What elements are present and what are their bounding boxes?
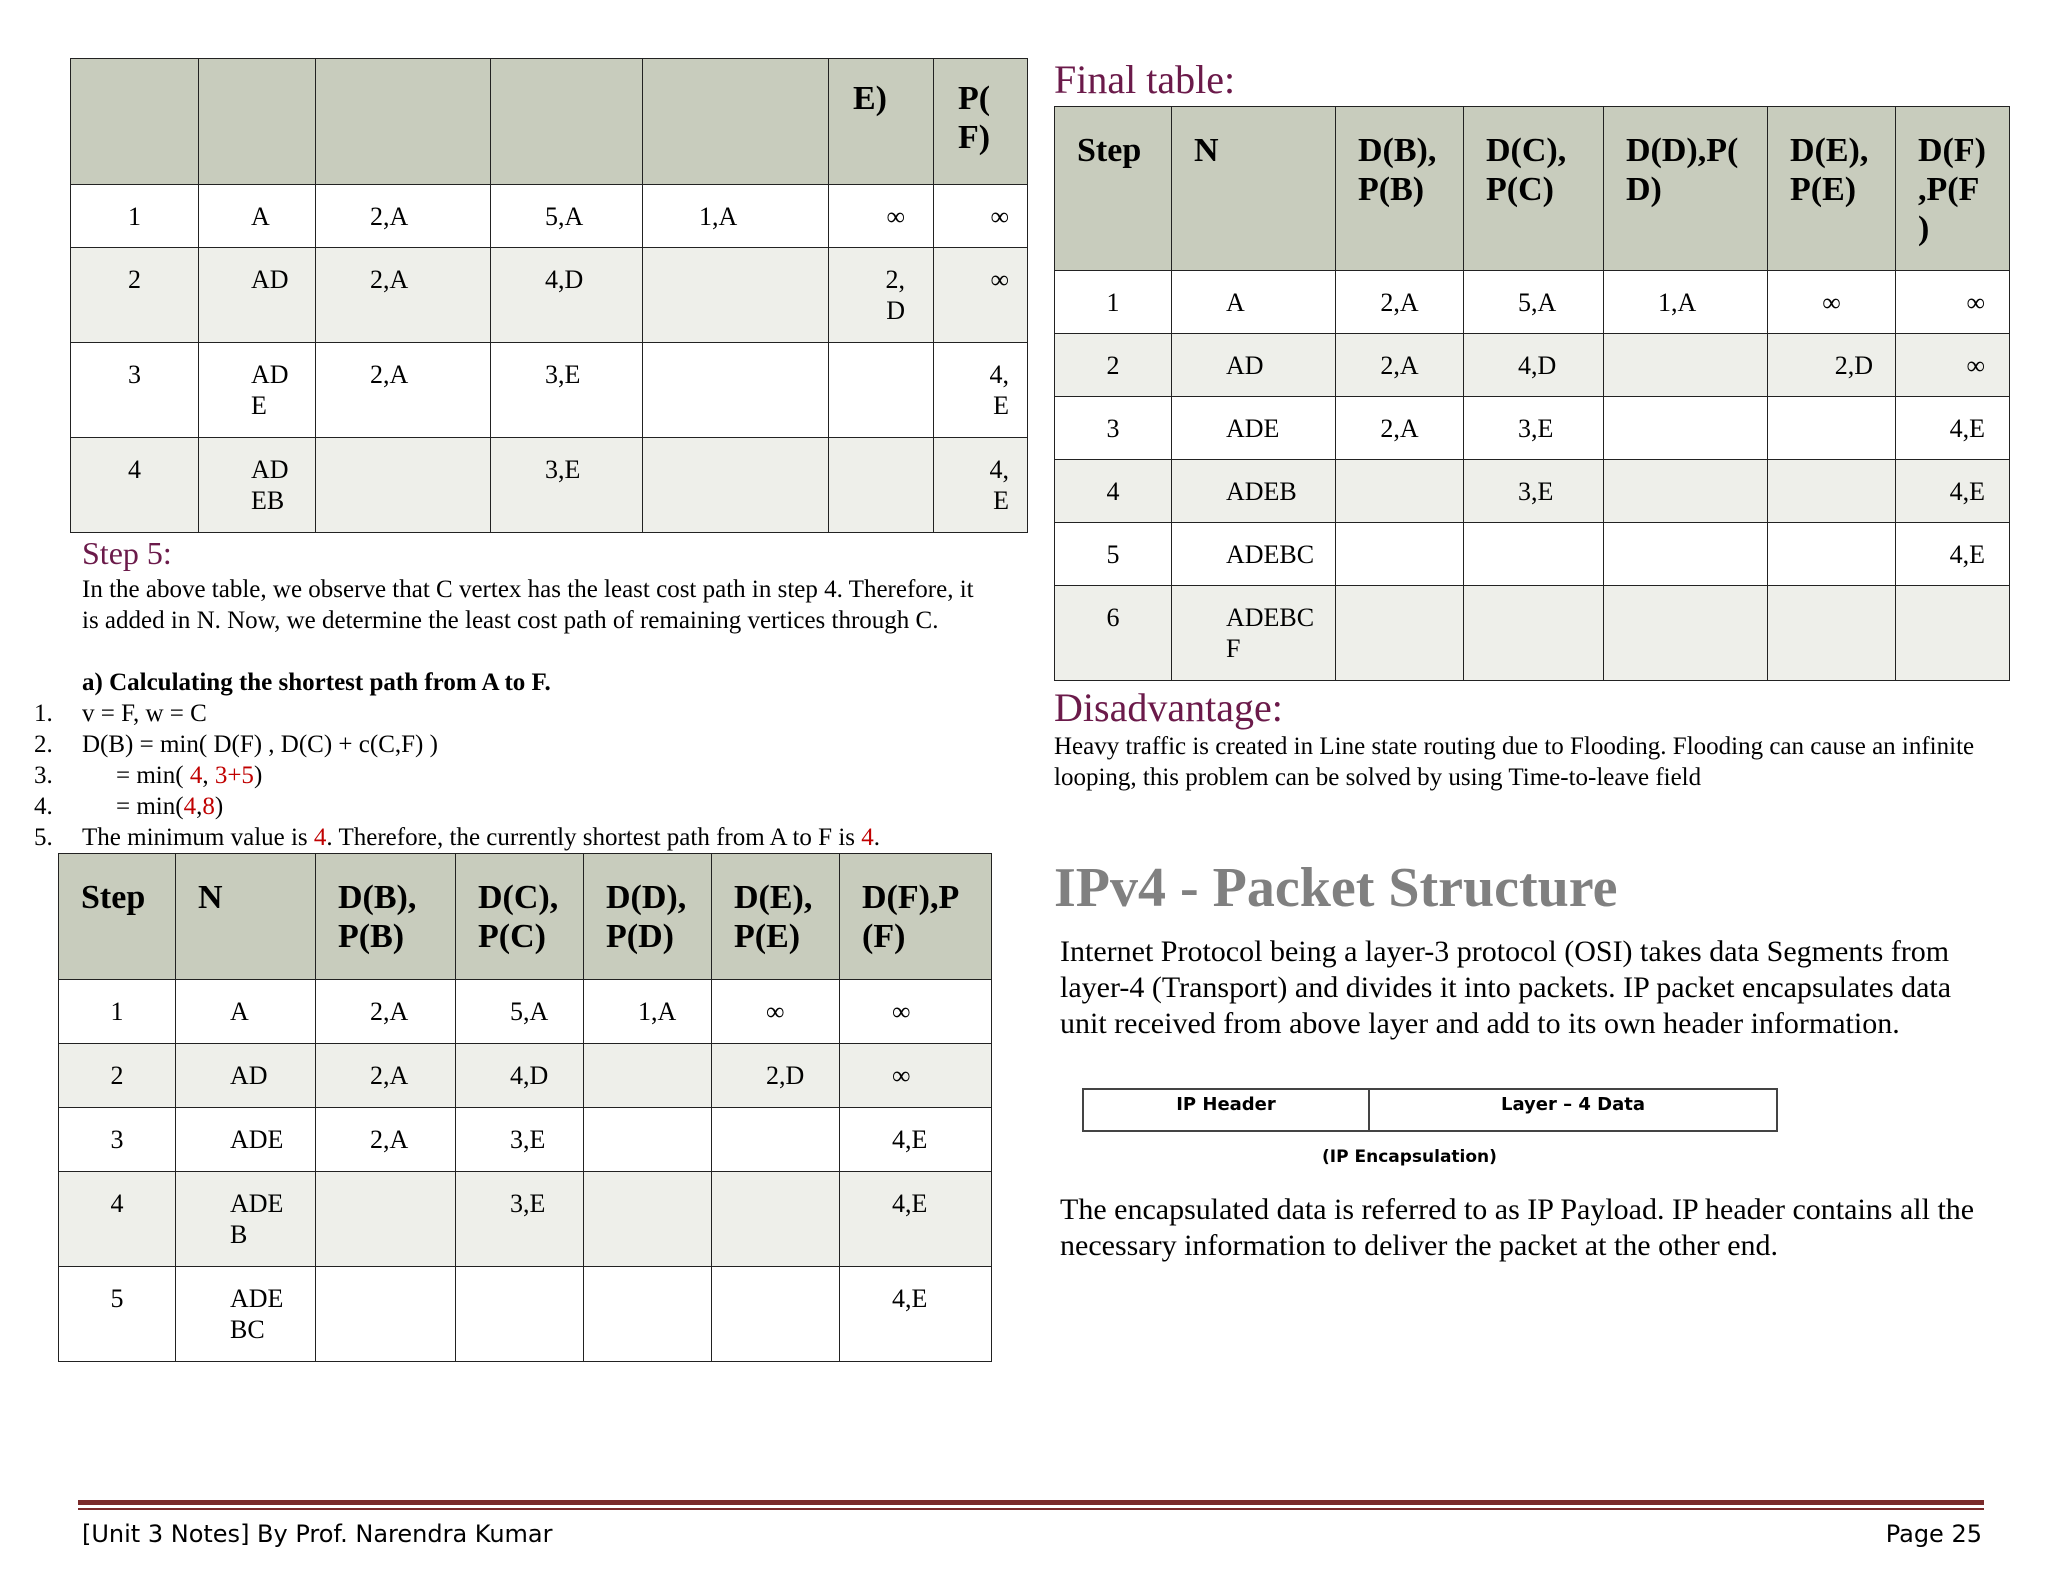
table-cell: 4,D xyxy=(1464,334,1604,397)
table-cell: A xyxy=(1172,271,1336,334)
table-cell xyxy=(1768,523,1896,586)
table-cell: 4,D xyxy=(491,248,643,343)
table-cell: AD xyxy=(1172,334,1336,397)
table-cell: 2,D xyxy=(1768,334,1896,397)
footer-rule-thin xyxy=(78,1508,1984,1510)
table-row xyxy=(1055,334,2010,397)
list-item: 5. The minimum value is 4. Therefore, the currently shortest path from A to F is 4. xyxy=(34,824,881,851)
table-cell xyxy=(316,1267,456,1362)
table-row xyxy=(71,438,1028,533)
table-cell: 4,D xyxy=(456,1044,584,1108)
ip-header-box: IP Header xyxy=(1084,1090,1370,1130)
table-cell: 5,A xyxy=(456,980,584,1044)
step5-heading: Step 5: xyxy=(82,535,172,571)
table-row xyxy=(71,185,1028,248)
table-cell: AD xyxy=(176,1044,316,1108)
table-cell xyxy=(1768,586,1896,681)
table-cell: 6 xyxy=(1055,586,1172,681)
table-row xyxy=(59,980,992,1044)
ipv4-paragraph-2: The encapsulated data is referred to as IP Payload. IP header contains all the necessary information to deliver the packet at the other end. xyxy=(1060,1193,1975,1262)
table-row xyxy=(1055,586,2010,681)
table-cell: 1 xyxy=(71,185,199,248)
table-cell: ADEBC F xyxy=(1172,586,1336,681)
table-cell: ∞ xyxy=(840,1044,992,1108)
table-cell: 2 xyxy=(59,1044,176,1108)
table-cell xyxy=(1896,586,2010,681)
table-cell: ADE B xyxy=(176,1172,316,1267)
table-cell: 3,E xyxy=(1464,460,1604,523)
table-cell: ∞ xyxy=(1896,334,2010,397)
table-cell: ∞ xyxy=(934,185,1028,248)
footer-left: [Unit 3 Notes] By Prof. Narendra Kumar xyxy=(82,1520,553,1548)
table-cell: 3,E xyxy=(491,438,643,533)
table-cell: 1,A xyxy=(643,185,829,248)
table-cell xyxy=(316,438,491,533)
table-cell: 4 xyxy=(59,1172,176,1267)
diagram-caption: (IP Encapsulation) xyxy=(1322,1147,1497,1167)
table-cell xyxy=(1604,586,1768,681)
table-header-row xyxy=(59,854,992,980)
list-item: 1. v = F, w = C xyxy=(34,700,207,727)
table-cell: 2,A xyxy=(316,980,456,1044)
table-cell: 3 xyxy=(1055,397,1172,460)
header-cell: N xyxy=(1172,107,1336,271)
list-item: 3. = min( 4, 3+5) xyxy=(34,762,263,789)
table-cell: 3,E xyxy=(491,343,643,438)
table-cell xyxy=(1604,334,1768,397)
table-cell xyxy=(456,1267,584,1362)
table-cell xyxy=(1336,586,1464,681)
table-cell: ADEBC xyxy=(1172,523,1336,586)
table-cell: 2,A xyxy=(316,248,491,343)
table-cell: 1 xyxy=(1055,271,1172,334)
table-cell: 3,E xyxy=(1464,397,1604,460)
header-cell xyxy=(643,59,829,185)
table-cell xyxy=(643,248,829,343)
header-cell: D(E), P(E) xyxy=(1768,107,1896,271)
table-cell: 4,E xyxy=(840,1172,992,1267)
table-cell: ADEB xyxy=(1172,460,1336,523)
table-cell: 2 xyxy=(71,248,199,343)
header-cell: D(F) ,P(F ) xyxy=(1896,107,2010,271)
table-cell: 4,E xyxy=(1896,460,2010,523)
header-cell xyxy=(316,59,491,185)
table-cell xyxy=(1464,586,1604,681)
table-cell: 5 xyxy=(1055,523,1172,586)
table-cell: 4 xyxy=(1055,460,1172,523)
table-cell xyxy=(584,1108,712,1172)
table-cell: 5,A xyxy=(491,185,643,248)
table-row xyxy=(71,343,1028,438)
header-cell: E) xyxy=(829,59,934,185)
table-cell: ∞ xyxy=(1896,271,2010,334)
header-cell: N xyxy=(176,854,316,980)
table-cell: 2,A xyxy=(316,343,491,438)
calc-list xyxy=(34,698,994,853)
header-cell xyxy=(491,59,643,185)
table-cell: 2, D xyxy=(829,248,934,343)
section-title: IPv4 - Packet Structure xyxy=(1054,857,1618,919)
table-row xyxy=(1055,397,2010,460)
header-cell: D(D),P( D) xyxy=(1604,107,1768,271)
table-cell: 3 xyxy=(71,343,199,438)
table-row xyxy=(1055,523,2010,586)
header-cell: D(C), P(C) xyxy=(1464,107,1604,271)
table-cell xyxy=(584,1044,712,1108)
header-cell: D(B), P(B) xyxy=(1336,107,1464,271)
table-cell: 2,D xyxy=(712,1044,840,1108)
table-header-row xyxy=(71,59,1028,185)
final-table-heading: Final table: xyxy=(1054,57,1236,102)
list-item: 4. = min(4,8) xyxy=(34,793,224,820)
table-cell xyxy=(712,1108,840,1172)
header-cell: P( F) xyxy=(934,59,1028,185)
table-cell: 2,A xyxy=(1336,334,1464,397)
table-cell xyxy=(1604,397,1768,460)
table-row xyxy=(71,248,1028,343)
table-row xyxy=(59,1108,992,1172)
table-cell xyxy=(643,438,829,533)
footer-rule xyxy=(78,1500,1984,1505)
table-cell xyxy=(1768,460,1896,523)
header-cell xyxy=(71,59,199,185)
table-row xyxy=(1055,460,2010,523)
table-row xyxy=(1055,271,2010,334)
table-cell: 4,E xyxy=(1896,397,2010,460)
table-cell xyxy=(829,438,934,533)
routing-table-step5 xyxy=(58,853,992,1362)
table-cell xyxy=(712,1172,840,1267)
table-cell xyxy=(643,343,829,438)
table-cell xyxy=(1768,397,1896,460)
layer4-data-box: Layer – 4 Data xyxy=(1500,1094,1646,1115)
list-item: 2. D(B) = min( D(F) , D(C) + c(C,F) ) xyxy=(34,731,438,758)
table-cell: ∞ xyxy=(1768,271,1896,334)
table-cell: 2,A xyxy=(1336,271,1464,334)
table-cell: ∞ xyxy=(840,980,992,1044)
header-cell: D(F),P (F) xyxy=(840,854,992,980)
header-cell: D(E), P(E) xyxy=(712,854,840,980)
step5-paragraph: In the above table, we observe that C vertex has the least cost path in step 4. Therefore, it is added in N. Now, we determine the least cost path of remaining vertices through C. xyxy=(82,576,974,634)
page-number: Page 25 xyxy=(1885,1520,1982,1548)
table-cell: 4 xyxy=(71,438,199,533)
header-cell: Step xyxy=(59,854,176,980)
table-cell: 5 xyxy=(59,1267,176,1362)
table-cell xyxy=(316,1172,456,1267)
ip-encapsulation-diagram xyxy=(1082,1088,1778,1132)
header-cell: D(D), P(D) xyxy=(584,854,712,980)
table-cell: 4,E xyxy=(1896,523,2010,586)
table-cell: 2,A xyxy=(316,185,491,248)
table-cell xyxy=(1336,460,1464,523)
table-cell xyxy=(829,343,934,438)
table-cell xyxy=(584,1172,712,1267)
table-cell xyxy=(1336,523,1464,586)
table-cell: AD E xyxy=(199,343,316,438)
table-cell xyxy=(584,1267,712,1362)
table-cell: 4,E xyxy=(840,1108,992,1172)
table-cell: ∞ xyxy=(934,248,1028,343)
table-row xyxy=(59,1172,992,1267)
table-cell: 3,E xyxy=(456,1108,584,1172)
table-cell: 5,A xyxy=(1464,271,1604,334)
ipv4-paragraph-1: Internet Protocol being a layer-3 protocol (OSI) takes data Segments from layer-4 (Transport) and divides it into packets. IP packet encapsulates data unit received from above layer and add to its own header information. xyxy=(1060,935,1952,1040)
table-cell: ADE xyxy=(1172,397,1336,460)
table-cell: AD xyxy=(199,248,316,343)
table-cell: 1 xyxy=(59,980,176,1044)
table-cell: 2 xyxy=(1055,334,1172,397)
table-cell xyxy=(712,1267,840,1362)
table-cell: 1,A xyxy=(1604,271,1768,334)
table-cell: 2,A xyxy=(1336,397,1464,460)
header-cell: D(B), P(B) xyxy=(316,854,456,980)
table-cell: 2,A xyxy=(316,1044,456,1108)
table-cell: ∞ xyxy=(829,185,934,248)
table-cell: 4, E xyxy=(934,438,1028,533)
disadvantage-text: Heavy traffic is created in Line state routing due to Flooding. Flooding can cause an infinite looping, this problem can be solved by using Time-to-leave field xyxy=(1054,733,1975,791)
table-cell: 3 xyxy=(59,1108,176,1172)
step5-subheading: a) Calculating the shortest path from A to F. xyxy=(82,669,551,696)
table-cell: 3,E xyxy=(456,1172,584,1267)
table-row xyxy=(59,1267,992,1362)
table-cell: ∞ xyxy=(712,980,840,1044)
header-cell: Step xyxy=(1055,107,1172,271)
table-cell: 1,A xyxy=(584,980,712,1044)
final-routing-table xyxy=(1054,106,2010,681)
table-cell xyxy=(1604,460,1768,523)
table-row xyxy=(59,1044,992,1108)
header-cell: D(C), P(C) xyxy=(456,854,584,980)
header-cell xyxy=(199,59,316,185)
table-cell xyxy=(1604,523,1768,586)
table-cell: A xyxy=(176,980,316,1044)
table-cell: 4, E xyxy=(934,343,1028,438)
table-cell: A xyxy=(199,185,316,248)
table-cell: ADE xyxy=(176,1108,316,1172)
table-cell: 2,A xyxy=(316,1108,456,1172)
routing-table-step4 xyxy=(70,58,1028,533)
table-cell: 4,E xyxy=(840,1267,992,1362)
disadvantage-heading: Disadvantage: xyxy=(1054,685,1283,730)
table-cell xyxy=(1464,523,1604,586)
table-header-row xyxy=(1055,107,2010,271)
table-cell: AD EB xyxy=(199,438,316,533)
table-cell: ADE BC xyxy=(176,1267,316,1362)
